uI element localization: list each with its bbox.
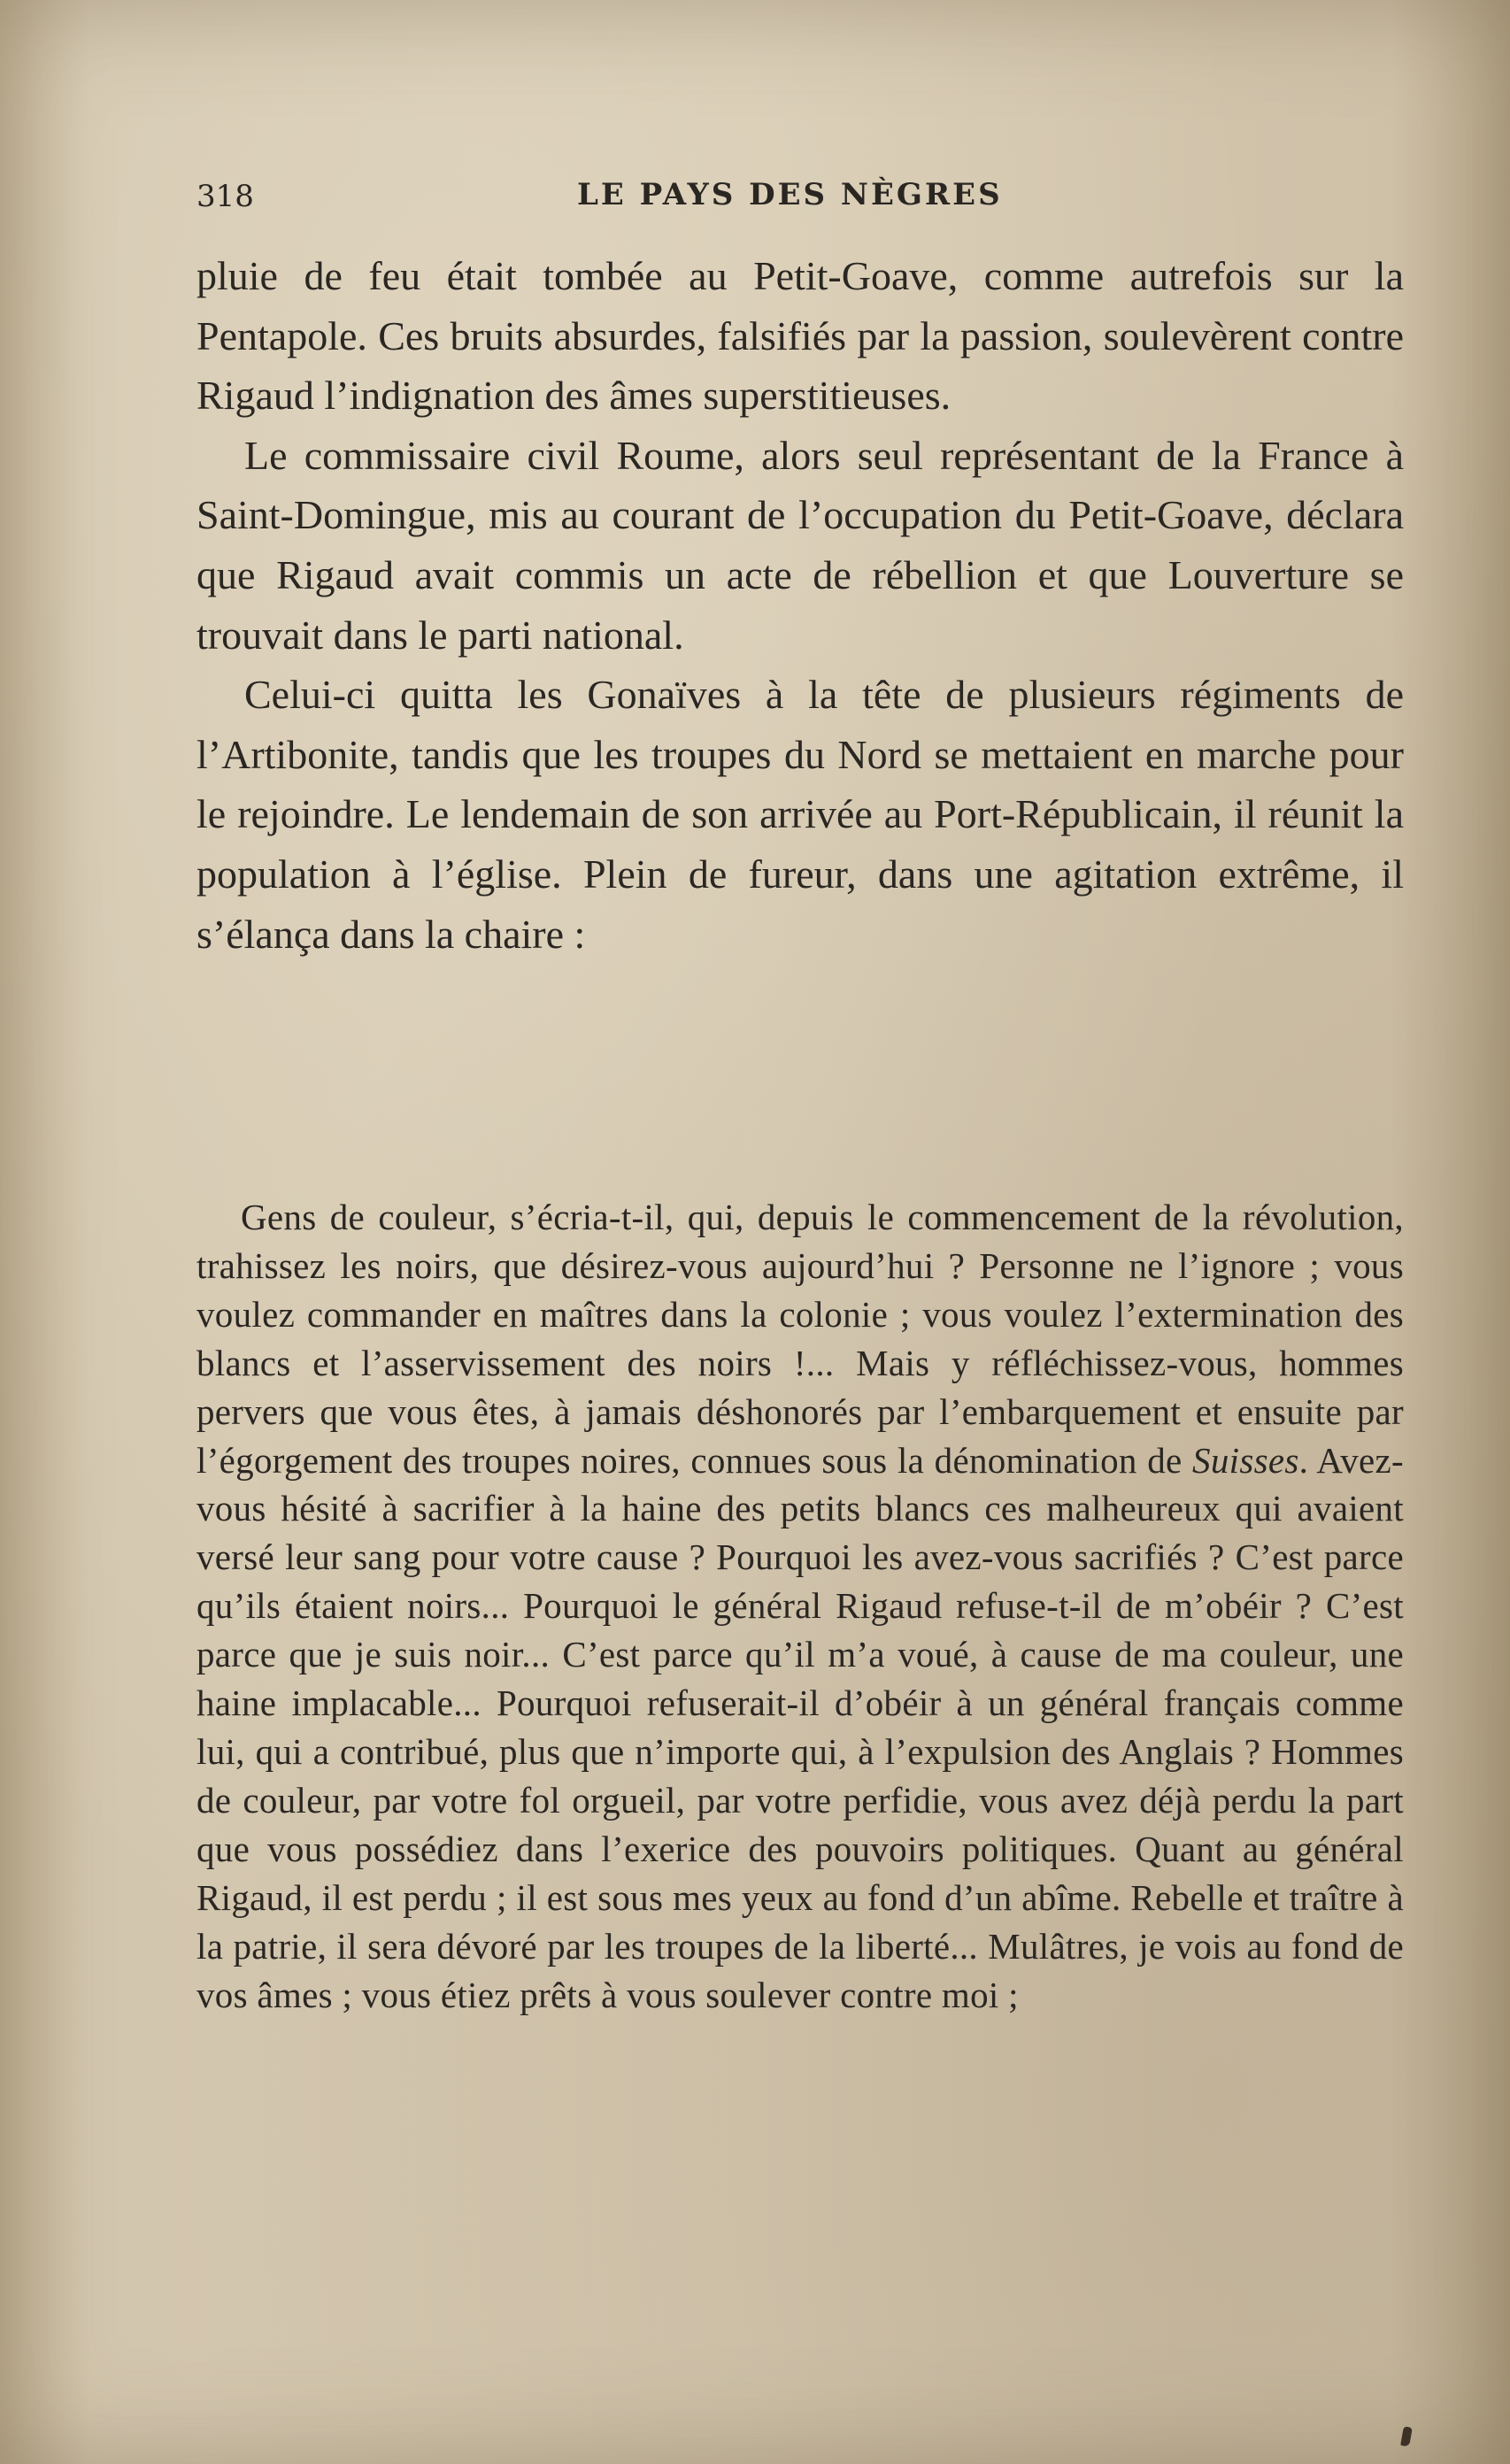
quote-text-part-2: . Avez-vous hésité à sacrifier à la haine des petits blancs ces malheureux qui avaient versé leur sang pour votre cause ? Pourquoi les avez-vous sacrifiés ? C’est parce qu’ils étaient noirs... Pourquoi le général Rigaud refuse-t-il de m’obéir ? C’est parce que je suis noir... C’est parce qu’il m’a voué, à cause de ma couleur, une haine implacable... Pourquoi refuserait-il d’obéir à un général français comme lui, qui a contribué, plus que n’importe qui, à l’expulsion des Anglais ? Hommes de couleur, par votre fol orgueil, par votre perfidie, vous avez déjà perdu la part que vous possédiez dans l’exerice des pouvoirs politiques. Quant au général Rigaud, il est perdu ; il est sous mes yeux au fond d’un abîme. Rebelle et traître à la patrie, il sera dévoré par les troupes de la liberté... Mulâtres, je vois au fond de vos âmes ; vous étiez prêts à vous soulever contre moi ; — [196, 1439, 1405, 2015]
main-text — [196, 246, 1404, 964]
quotation-paragraph — [196, 1193, 1404, 2019]
page-header — [196, 173, 1404, 227]
ink-mark — [1400, 2426, 1413, 2446]
quote-italic-word: Suisses — [1192, 1439, 1299, 1481]
paragraph-1: pluie de feu était tombée au Petit-Goave, comme autrefois sur la Pentapole. Ces bruits absurdes, falsifiés par la passion, soulevèrent contre Rigaud l’indignation des âmes superstitieuses. — [196, 253, 1404, 419]
running-head: LE PAYS DES NÈGRES — [577, 177, 1003, 212]
paragraph-3: Celui-ci quitta les Gonaïves à la tête de plusieurs régiments de l’Artibonite, tandis que les troupes du Nord se mettaient en marche pour le rejoindre. Le lendemain de son arrivée au Port-Républicain, il réunit la population à l’église. Plein de fureur, dans une agitation extrême, il s’élança dans la chaire : — [196, 672, 1404, 957]
page-number: 318 — [196, 179, 254, 214]
paragraph-2: Le commissaire civil Roume, alors seul représentant de la France à Saint-Domingue, mis au courant de l’occupation du Petit-Goave, déclara que Rigaud avait commis un acte de rébellion et que Louverture se trouvait dans le parti national. — [196, 432, 1404, 658]
speech-quotation — [196, 1193, 1404, 2019]
quote-text-part-1: Gens de couleur, s’écria-t-il, qui, depuis le commencement de la révolution, trahissez les noirs, que désirez-vous aujourd’hui ? Personne ne l’ignore ; vous voulez commander en maîtres dans la colonie ; vous voulez l’extermination des blancs et l’asservissement des noirs !... Mais y réfléchissez-vous, hommes pervers que vous êtes, à jamais déshonorés par l’embarquement et ensuite par l’égorgement des troupes noires, connues sous la dénomination de — [196, 1197, 1404, 1481]
